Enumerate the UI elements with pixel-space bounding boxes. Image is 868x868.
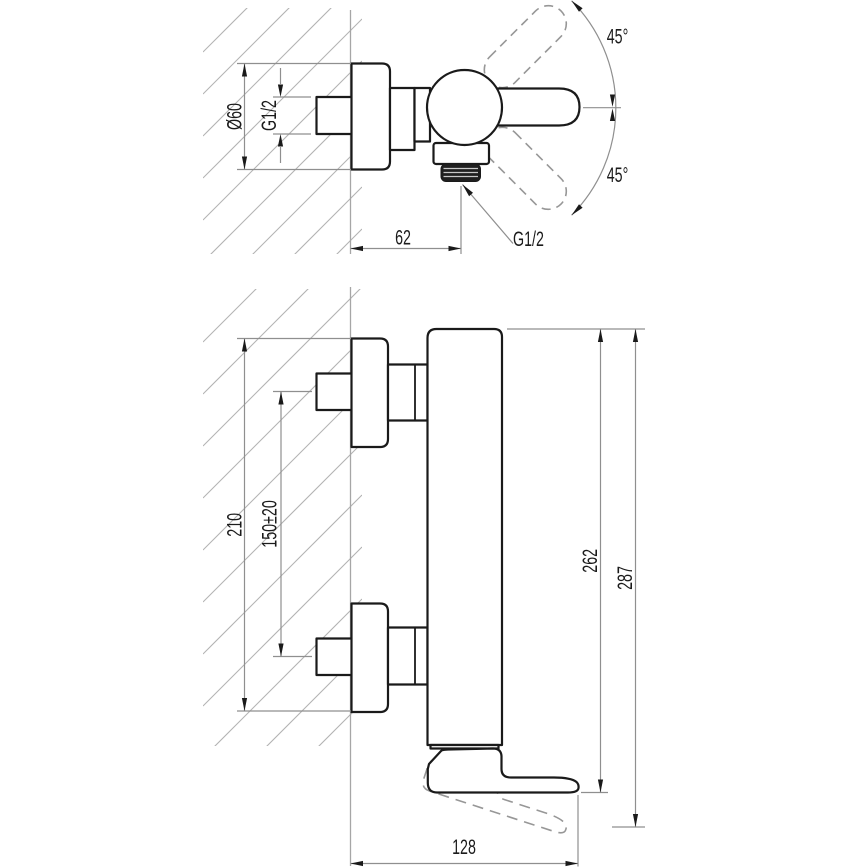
cartridge-cap xyxy=(427,70,502,145)
dim-label-body-to-spout: 262 xyxy=(578,548,602,573)
upper-connector xyxy=(388,365,428,421)
body-rear-section xyxy=(390,88,415,150)
dim-label-inlet-spacing: 150±20 xyxy=(257,500,282,548)
mixer-body xyxy=(428,329,503,745)
lower-connector xyxy=(388,628,428,685)
wall-flange xyxy=(352,64,391,170)
outlet-block xyxy=(434,143,490,164)
dim-label-swing-down: 45° xyxy=(606,163,629,187)
dim-label-wall-to-outlet: 62 xyxy=(395,225,411,250)
lower-wall-flange xyxy=(352,604,389,713)
dim-label-flange-diameter: Ø60 xyxy=(222,103,247,130)
dim-label-flange-span: 210 xyxy=(222,512,247,537)
handle-lever xyxy=(490,89,580,126)
dim-label-overall-height: 287 xyxy=(613,566,637,590)
lower-inlet-pipe xyxy=(317,639,353,676)
upper-wall-flange xyxy=(352,339,389,448)
dim-label-wall-to-spout-tip: 128 xyxy=(452,835,476,859)
dim-label-outlet-thread: G1/2 xyxy=(513,227,544,251)
inlet-pipe xyxy=(317,97,353,134)
dim-label-inlet-thread: G1/2 xyxy=(257,100,281,131)
dim-label-swing-up: 45° xyxy=(606,24,629,49)
upper-inlet-pipe xyxy=(317,374,353,411)
